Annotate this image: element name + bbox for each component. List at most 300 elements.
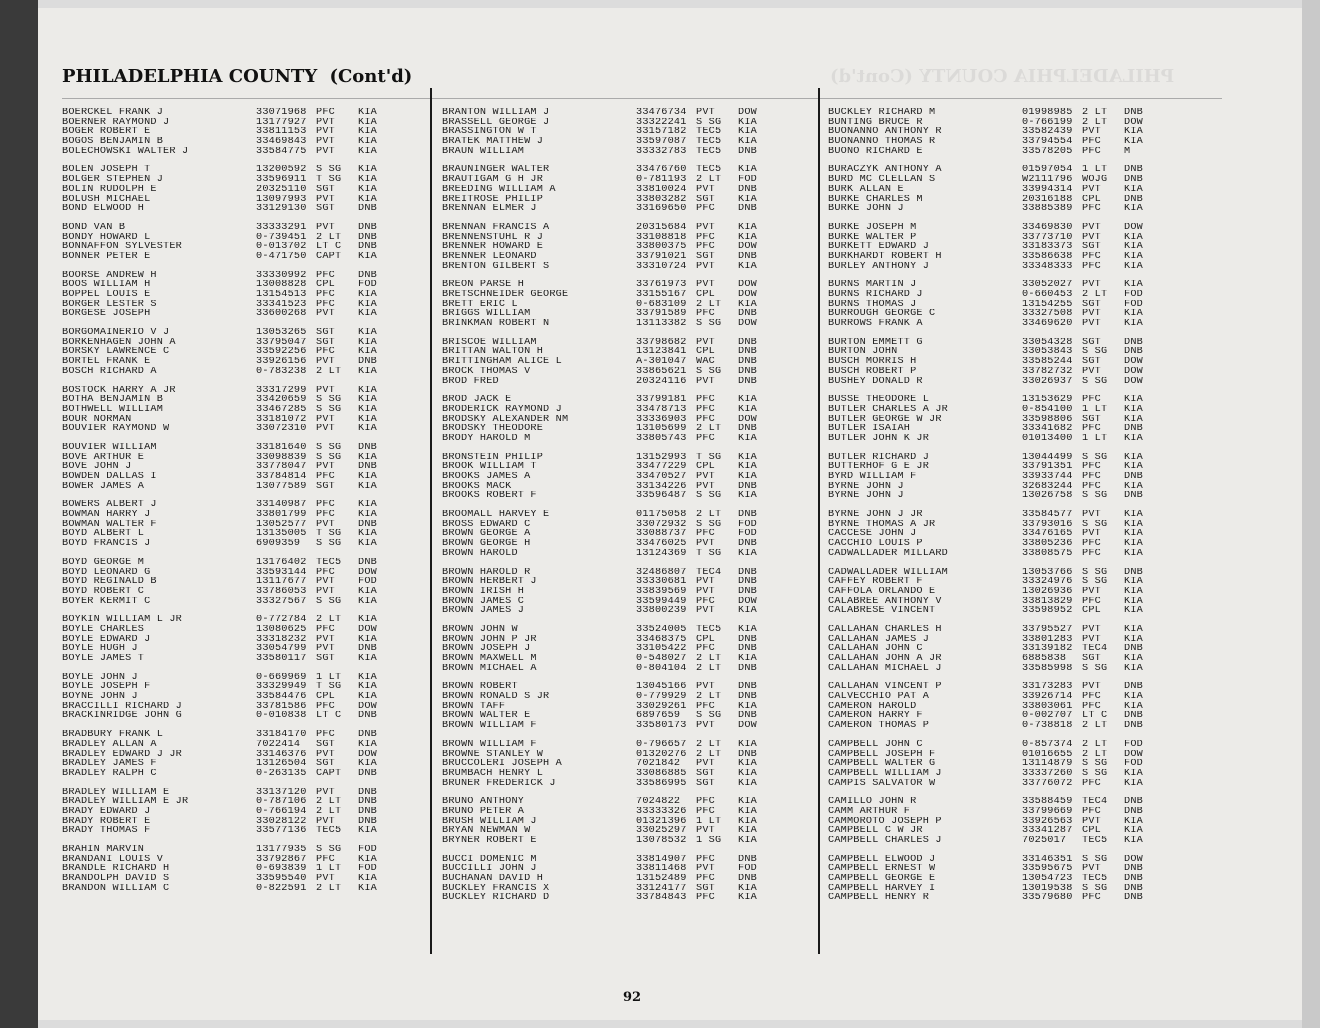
status: KIA: [738, 462, 757, 473]
name: BUSHEY DONALD R: [828, 376, 923, 387]
name: BURK ALLAN E: [828, 184, 904, 195]
rank: PFC: [696, 874, 715, 884]
status: KIA: [738, 127, 757, 138]
status: DNB: [738, 251, 757, 262]
list-item: [828, 644, 1162, 654]
list-item: [828, 577, 1162, 587]
status: DOW: [738, 280, 757, 291]
list-item: [442, 185, 776, 195]
name: BUSSE THEODORE L: [828, 395, 930, 405]
name: BRUNO ANTHONY: [442, 797, 525, 807]
serial-number: 13026936: [1022, 586, 1073, 597]
name: BOYER KERMIT C: [62, 596, 151, 607]
serial-number: A-301047: [636, 357, 687, 367]
rank: PFC: [316, 701, 335, 712]
list-item: [442, 893, 776, 903]
name: BRUCCOLERI JOSEPH A: [442, 759, 562, 769]
status: KIA: [358, 539, 377, 549]
list-item: [828, 415, 1162, 425]
list-item: [828, 405, 1162, 415]
rank: PFC: [1082, 261, 1101, 272]
serial-number: 33183373: [1022, 242, 1073, 252]
rank: PVT: [696, 864, 715, 875]
status: KIA: [1124, 137, 1143, 147]
rank: PFC: [316, 108, 335, 118]
status: KIA: [358, 615, 377, 625]
status: DNB: [738, 510, 757, 520]
serial-number: 33578205: [1022, 146, 1073, 157]
serial-number: 13152489: [636, 874, 687, 884]
serial-number: 33803282: [636, 194, 687, 205]
status: KIA: [1124, 184, 1143, 195]
list-item: [442, 453, 776, 463]
serial-number: 33784843: [636, 893, 687, 904]
status: KIA: [358, 500, 377, 511]
name: BROWN WILLIAM F: [442, 739, 537, 750]
name: BRAUN WILLIAM: [442, 146, 525, 157]
name: BROWN GEORGE H: [442, 539, 531, 549]
status: DNB: [358, 232, 377, 243]
serial-number: 0-660453: [1022, 290, 1073, 300]
list-item: [828, 357, 1162, 367]
status: KIA: [1124, 577, 1143, 587]
serial-number: 33799669: [1022, 806, 1073, 817]
rank: S SG: [696, 519, 722, 530]
rank: S SG: [316, 404, 342, 415]
rank: S SG: [1082, 519, 1108, 530]
county-title: PHILADELPHIA COUNTY: [62, 66, 318, 87]
entry-group: [62, 845, 396, 893]
status: DNB: [1124, 108, 1143, 118]
name: BOWDEN DALLAS I: [62, 472, 157, 482]
serial-number: 13026758: [1022, 491, 1073, 502]
entry-group: [442, 510, 776, 558]
rank: PVT: [696, 577, 715, 587]
rank: 2 LT: [1082, 749, 1108, 760]
name: BORSKY LAWRENCE C: [62, 347, 170, 358]
name: BOERCKEL FRANK J: [62, 108, 164, 118]
rank: PVT: [316, 222, 335, 233]
rank: PFC: [1082, 548, 1101, 559]
list-item: [442, 797, 776, 807]
serial-number: 0-787106: [256, 797, 307, 807]
name: BURLEY ANTHONY J: [828, 261, 930, 272]
serial-number: 0-857374: [1022, 739, 1073, 750]
list-item: [442, 529, 776, 539]
list-item: [62, 702, 396, 712]
serial-number: 33146351: [1022, 854, 1073, 865]
name: CALVECCHIO PAT A: [828, 692, 930, 702]
entry-group: [62, 673, 396, 721]
serial-number: 33317299: [256, 385, 307, 396]
rank: PFC: [316, 624, 335, 635]
serial-number: 33337260: [1022, 768, 1073, 779]
name: BOTHWELL WILLIAM: [62, 404, 164, 415]
serial-number: 33773710: [1022, 232, 1073, 243]
name: BRADLEY ALLAN A: [62, 739, 157, 750]
list-item: [442, 262, 776, 272]
list-item: [62, 472, 396, 482]
name: CAMPBELL WILLIAM J: [828, 768, 942, 779]
name: BROWN MICHAEL A: [442, 663, 537, 674]
list-item: [62, 443, 396, 453]
list-item: [828, 185, 1162, 195]
name: BROOMALL HARVEY E: [442, 510, 550, 520]
rank: PFC: [696, 309, 715, 320]
rank: PFC: [316, 347, 335, 358]
status: KIA: [1124, 452, 1143, 463]
list-item: [828, 864, 1162, 874]
list-item: [442, 491, 776, 501]
serial-number: 33577136: [256, 826, 307, 837]
serial-number: 33805743: [636, 433, 687, 444]
rank: PVT: [696, 721, 715, 731]
name: BRIGGS WILLIAM: [442, 309, 531, 320]
name: BOWMAN WALTER F: [62, 519, 157, 530]
column-3: [828, 108, 1162, 912]
entry-group: [828, 625, 1162, 673]
status: KIA: [738, 759, 757, 769]
status: KIA: [738, 404, 757, 415]
serial-number: 33134226: [636, 481, 687, 492]
serial-number: 01175058: [636, 510, 687, 520]
serial-number: 33595540: [256, 874, 307, 884]
status: KIA: [1124, 529, 1143, 540]
serial-number: 33814907: [636, 854, 687, 865]
status: KIA: [358, 472, 377, 482]
serial-number: 0-263135: [256, 768, 307, 779]
entry-group: [442, 338, 776, 386]
serial-number: 33140987: [256, 500, 307, 511]
name: BURKE WALTER P: [828, 232, 917, 243]
serial-number: 13152993: [636, 452, 687, 463]
list-item: [828, 711, 1162, 721]
rank: PFC: [1082, 462, 1101, 473]
status: FOD: [1124, 290, 1143, 300]
rank: CAPT: [316, 251, 342, 262]
serial-number: 33324976: [1022, 577, 1073, 587]
status: KIA: [738, 222, 757, 233]
name: BOLGER STEPHEN J: [62, 175, 164, 185]
column-divider-1: [430, 88, 432, 954]
page-left-shadow: [0, 0, 38, 1028]
name: BRISCOE WILLIAM: [442, 337, 537, 348]
rank: TEC5: [696, 127, 722, 138]
status: KIA: [738, 836, 757, 846]
list-item: [828, 750, 1162, 760]
serial-number: 13153629: [1022, 395, 1073, 405]
name: CAMPBELL C W JR: [828, 826, 923, 837]
list-item: [828, 108, 1162, 118]
rank: 2 LT: [696, 663, 722, 674]
rank: SGT: [1082, 242, 1101, 252]
serial-number: 13154513: [256, 290, 307, 300]
name: BOUR NORMAN: [62, 414, 132, 425]
serial-number: 33810024: [636, 184, 687, 195]
name: BRENNAN FRANCIS A: [442, 222, 550, 233]
name: BROWN JAMES C: [442, 596, 525, 607]
serial-number: 33139182: [1022, 644, 1073, 655]
page-title: [62, 66, 412, 87]
rank: 2 LT: [316, 366, 342, 377]
status: FOD: [358, 864, 377, 875]
list-item: [62, 328, 396, 338]
list-item: [828, 597, 1162, 607]
status: KIA: [358, 404, 377, 415]
status: KIA: [358, 194, 377, 205]
name: BRENTON GILBERT S: [442, 261, 550, 272]
rank: S SG: [696, 117, 722, 128]
serial-number: 33322241: [636, 117, 687, 128]
rank: PVT: [316, 309, 335, 320]
rank: S SG: [1082, 663, 1108, 674]
rank: SGT: [1082, 337, 1101, 348]
name: BOSCH RICHARD A: [62, 366, 157, 377]
status: DOW: [1124, 117, 1143, 128]
status: DNB: [738, 854, 757, 865]
name: BROWN HAROLD: [442, 548, 518, 559]
serial-number: 33811468: [636, 864, 687, 875]
serial-number: 13080625: [256, 624, 307, 635]
status: M: [1124, 146, 1131, 157]
list-item: [442, 817, 776, 827]
status: DNB: [738, 634, 757, 645]
serial-number: 13008828: [256, 280, 307, 291]
status: KIA: [738, 137, 757, 147]
list-item: [62, 558, 396, 568]
entry-group: [828, 568, 1162, 616]
rank: PVT: [696, 376, 715, 387]
serial-number: 33595675: [1022, 864, 1073, 875]
status: KIA: [738, 433, 757, 444]
entry-group: [828, 510, 1162, 558]
rank: 1 LT: [1082, 433, 1108, 444]
rank: PVT: [316, 644, 335, 655]
rank: 2 LT: [1082, 721, 1108, 731]
status: DNB: [738, 577, 757, 587]
list-item: [828, 587, 1162, 597]
name: BONNER PETER E: [62, 251, 151, 262]
list-item: [62, 644, 396, 654]
name: BREITROSE PHILIP: [442, 194, 544, 205]
serial-number: 33588459: [1022, 797, 1073, 807]
status: DNB: [1124, 491, 1143, 502]
list-item: [62, 730, 396, 740]
rank: PVT: [316, 385, 335, 396]
list-item: [442, 195, 776, 205]
entry-group: [62, 500, 396, 548]
list-item: [62, 424, 396, 434]
name: BRYAN NEWMAN W: [442, 826, 531, 837]
rank: 2 LT: [316, 806, 342, 817]
name: BOPPEL LOUIS E: [62, 290, 151, 300]
status: DOW: [358, 701, 377, 712]
list-item: [62, 740, 396, 750]
status: KIA: [738, 232, 757, 243]
name: BROWN IRISH H: [442, 586, 525, 597]
rank: PFC: [1082, 251, 1101, 262]
status: KIA: [738, 261, 757, 272]
name: BOYLE JAMES T: [62, 654, 145, 664]
serial-number: 6885838: [1022, 654, 1067, 664]
status: DOW: [738, 414, 757, 425]
status: KIA: [358, 481, 377, 492]
name: CALLAHAN JAMES J: [828, 634, 930, 645]
status: DNB: [738, 337, 757, 348]
list-item: [828, 721, 1162, 731]
name: BREEDING WILLIAM A: [442, 184, 556, 195]
name: BOYLE EDWARD J: [62, 634, 151, 645]
status: DNB: [738, 749, 757, 760]
serial-number: 32683244: [1022, 481, 1073, 492]
name: BUTLER GEORGE W JR: [828, 414, 942, 425]
serial-number: 0-739451: [256, 232, 307, 243]
name: CACCHIO LOUIS P: [828, 539, 923, 549]
list-item: [442, 280, 776, 290]
serial-number: 33026937: [1022, 376, 1073, 387]
rank: TEC5: [696, 624, 722, 635]
serial-number: 13177927: [256, 117, 307, 128]
name: BONDY HOWARD L: [62, 232, 151, 243]
status: DNB: [358, 462, 377, 473]
entry-group: [62, 271, 396, 319]
name: CAMERON HARRY F: [828, 711, 923, 722]
entry-group: [442, 280, 776, 328]
name: BUCKLEY RICHARD M: [828, 108, 936, 118]
name: BROSS EDWARD C: [442, 519, 531, 530]
list-item: [828, 262, 1162, 272]
serial-number: 33761973: [636, 280, 687, 291]
rank: SGT: [316, 337, 335, 348]
list-item: [442, 855, 776, 865]
serial-number: 33791351: [1022, 462, 1073, 473]
serial-number: 0-796657: [636, 739, 687, 750]
serial-number: 33348333: [1022, 261, 1073, 272]
rank: PVT: [696, 826, 715, 837]
status: DOW: [1124, 222, 1143, 233]
name: BOLECHOWSKI WALTER J: [62, 146, 189, 157]
serial-number: 33801799: [256, 510, 307, 520]
serial-number: 33129130: [256, 204, 307, 214]
name: BRANDANI LOUIS V: [62, 854, 164, 865]
status: KIA: [1124, 204, 1143, 214]
status: KIA: [1124, 232, 1143, 243]
rank: PVT: [1082, 232, 1101, 243]
rank: SGT: [1082, 654, 1101, 664]
serial-number: 33524005: [636, 624, 687, 635]
serial-number: 33596487: [636, 491, 687, 502]
serial-number: 33327567: [256, 596, 307, 607]
entry-group: [442, 568, 776, 616]
status: KIA: [1124, 481, 1143, 492]
list-item: [62, 568, 396, 578]
serial-number: 33470527: [636, 472, 687, 482]
list-item: [62, 357, 396, 367]
serial-number: 33054799: [256, 644, 307, 655]
rank: TEC5: [1082, 874, 1108, 884]
list-item: [828, 252, 1162, 262]
status: KIA: [1124, 395, 1143, 405]
rank: TEC5: [316, 826, 342, 837]
name: BOYLE CHARLES: [62, 624, 145, 635]
rank: PFC: [696, 433, 715, 444]
name: BROWN GEORGE A: [442, 529, 531, 540]
list-item: [62, 108, 396, 118]
list-item: [62, 347, 396, 357]
rank: S SG: [696, 366, 722, 377]
name: BRODERICK RAYMOND J: [442, 404, 562, 415]
rank: SGT: [316, 759, 335, 769]
name: BROWN JOHN W: [442, 624, 518, 635]
serial-number: 0-804104: [636, 663, 687, 674]
rank: PFC: [696, 529, 715, 540]
list-item: [828, 424, 1162, 434]
rank: PFC: [696, 701, 715, 712]
status: KIA: [1124, 242, 1143, 252]
list-item: [828, 529, 1162, 539]
status: KIA: [358, 299, 377, 310]
serial-number: 0-683109: [636, 299, 687, 310]
name: BURNS THOMAS J: [828, 299, 917, 310]
list-item: [62, 539, 396, 549]
serial-number: 33086885: [636, 768, 687, 779]
name: BRUNER FREDERICK J: [442, 778, 556, 789]
list-item: [442, 750, 776, 760]
serial-number: 33333291: [256, 222, 307, 233]
status: FOD: [1124, 739, 1143, 750]
status: KIA: [1124, 433, 1143, 444]
entry-group: [62, 730, 396, 778]
name: BROWN HAROLD R: [442, 567, 531, 578]
list-item: [828, 300, 1162, 310]
list-item: [62, 884, 396, 894]
rank: CPL: [1082, 826, 1101, 837]
serial-number: 33327508: [1022, 309, 1073, 320]
serial-number: 33420659: [256, 395, 307, 405]
list-item: [442, 874, 776, 884]
status: KIA: [358, 146, 377, 157]
entry-group: [828, 223, 1162, 271]
name: CALLAHAN MICHAEL J: [828, 663, 942, 674]
rank: PVT: [1082, 127, 1101, 138]
rank: SGT: [696, 768, 715, 779]
list-item: [62, 826, 396, 836]
status: DNB: [358, 242, 377, 252]
status: KIA: [358, 759, 377, 769]
rank: 2 LT: [1082, 739, 1108, 750]
list-item: [828, 692, 1162, 702]
name: BURTON EMMETT G: [828, 337, 923, 348]
list-item: [828, 377, 1162, 387]
rank: PVT: [1082, 319, 1101, 329]
status: KIA: [1124, 768, 1143, 779]
rank: TEC4: [1082, 644, 1108, 655]
list-item: [442, 864, 776, 874]
serial-number: 13123841: [636, 347, 687, 358]
rank: 2 LT: [316, 797, 342, 807]
serial-number: 33184170: [256, 730, 307, 740]
list-item: [828, 539, 1162, 549]
status: KIA: [358, 290, 377, 300]
rank: S SG: [1082, 347, 1108, 358]
rank: PFC: [696, 404, 715, 415]
serial-number: 01321396: [636, 816, 687, 827]
name: BRENNENSTUHL R J: [442, 232, 544, 243]
serial-number: 33341682: [1022, 424, 1073, 434]
name: BROWN MAXWELL M: [442, 654, 537, 664]
rank: SGT: [316, 481, 335, 492]
name: BRINKMAN ROBERT N: [442, 319, 550, 329]
